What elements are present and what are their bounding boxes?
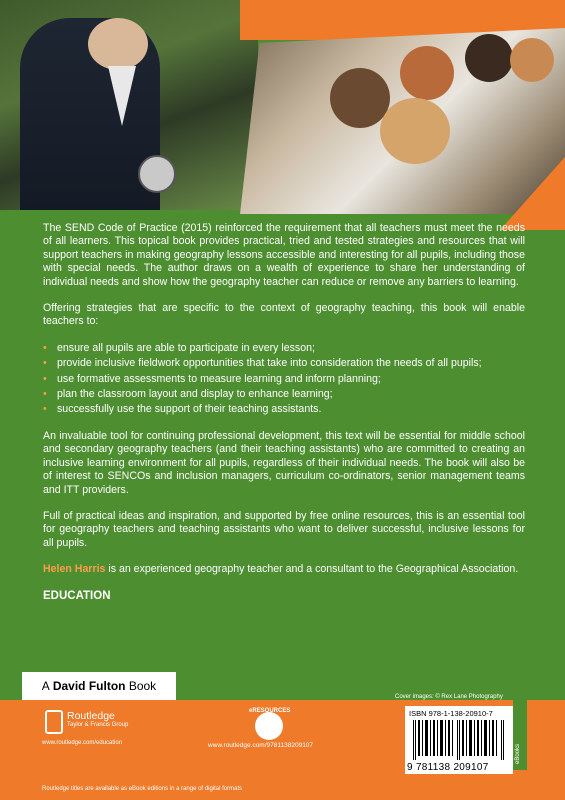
isbn-block — [405, 706, 513, 774]
photo-boy-with-compass — [0, 0, 258, 210]
spine-tab-label: eBooks — [515, 743, 521, 764]
compass-icon — [138, 155, 176, 193]
photo-pupils-with-map — [240, 28, 565, 214]
cover-credit: Cover images: © Rex Lane Photography — [395, 694, 503, 700]
intro-paragraph: The SEND Code of Practice (2015) reinforced the requirement that all teachers must meet the needs of all learners. This topical book provides practical, tried and tested strategies and resources that will support teachers in making geography lessons accessible and interesting for all pupils, including those with special needs. The author draws on a wealth of experience to share her understanding of individual needs and show how the geography teacher can reduce or remove any barriers to learning. — [43, 222, 525, 288]
category-label: EDUCATION — [43, 589, 111, 602]
routledge-logo-icon — [45, 710, 63, 734]
list-item: • provide inclusive fieldwork opportunities that take into consideration the needs of all pupils; — [43, 357, 482, 370]
ideas-paragraph: Full of practical ideas and inspiration, and supported by free online resources, this is an essential tool for geography teachers and teaching assistants who want to deliver successful, inclusive lessons for all pupils. — [43, 509, 525, 549]
publisher-name: Routledge — [67, 710, 115, 722]
strategies-intro: Offering strategies that are specific to the context of geography teaching, this book will enable teachers to: — [43, 302, 525, 328]
imprint-box: A David Fulton Book — [22, 672, 176, 700]
author-bio: is an experienced geography teacher and a consultant to the Geographical Association. — [105, 563, 519, 576]
author-name: Helen Harris — [43, 563, 106, 576]
eresources-label: eRESOURCES — [249, 708, 291, 714]
publisher-url[interactable]: www.routledge.com/education — [42, 740, 123, 746]
eresources-icon — [255, 712, 283, 740]
list-item: • use formative assessments to measure learning and inform planning; — [43, 372, 381, 385]
list-item: • successfully use the support of their teaching assistants. — [43, 403, 322, 416]
author-paragraph — [43, 563, 525, 576]
isbn-label: ISBN 978-1-138-20910-7 — [409, 709, 493, 718]
barcode — [411, 720, 507, 760]
footer-note: Routledge titles are available as eBook editions in a range of digital formats — [42, 786, 243, 792]
barcode-number: 9 781138 209107 — [407, 762, 489, 773]
eresources-url[interactable]: www.routledge.com/9781138209107 — [208, 742, 314, 749]
strategies-list — [43, 342, 525, 417]
blurb — [43, 222, 525, 603]
publisher-group: Taylor & Francis Group — [67, 722, 129, 728]
list-item: • plan the classroom layout and display to enhance learning; — [43, 388, 333, 401]
list-item: • ensure all pupils are able to participate in every lesson; — [43, 341, 315, 354]
tool-paragraph: An invaluable tool for continuing professional development, this text will be essential for middle school and secondary geography teachers (and their teaching assistants) who are committed to creating an inclusive learning environment for all pupils, regardless of their individual needs. The book will also be of interest to SENCOs and inclusion managers, curriculum co-ordinators, senior management teams and ITT providers. — [43, 429, 525, 496]
spine-tab — [513, 694, 527, 770]
eresources-badge — [245, 708, 295, 738]
